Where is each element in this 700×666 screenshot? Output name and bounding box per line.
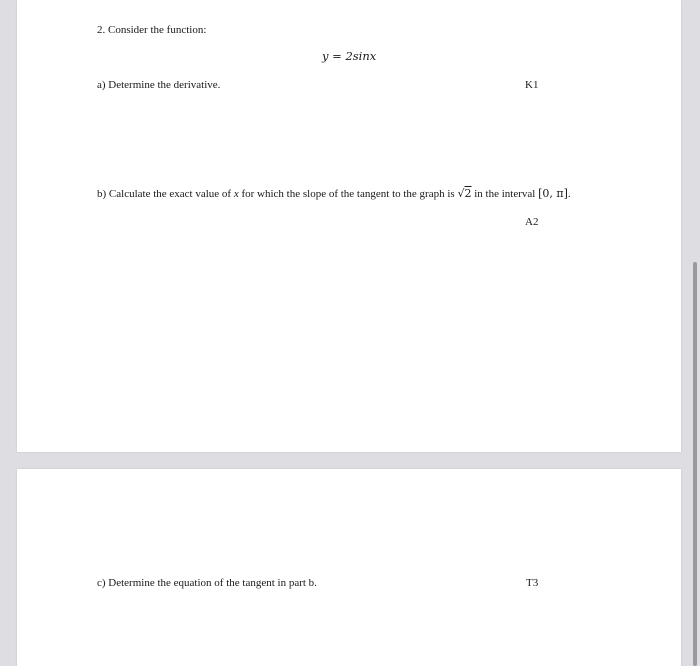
scrollbar-thumb[interactable] [693, 262, 697, 666]
part-b-text-before: b) Calculate the exact value of [97, 188, 234, 200]
part-c-text: c) Determine the equation of the tangent in part b. [97, 577, 317, 589]
sqrt-two [457, 187, 471, 200]
document-page-2 [17, 469, 681, 666]
part-b-code: A2 [525, 216, 539, 228]
interval: [0, π] [538, 187, 568, 200]
part-b-variable: x [233, 188, 239, 200]
document-page-1 [17, 0, 681, 452]
radical-sign: √ [457, 187, 465, 200]
part-c-code: T3 [526, 577, 539, 589]
part-b-text-middle: for which the slope of the tangent to the graph is [238, 188, 458, 200]
radicand: 2 [464, 187, 472, 200]
question-heading: 2. Consider the function: [97, 24, 207, 36]
part-b-end: . [567, 188, 571, 200]
part-a-code: K1 [525, 79, 539, 91]
part-a-text: a) Determine the derivative. [97, 79, 221, 91]
function-expression: y = 2sinx [322, 49, 377, 63]
part-b-text [97, 187, 571, 201]
part-b-text-after: in the interval [471, 188, 539, 200]
